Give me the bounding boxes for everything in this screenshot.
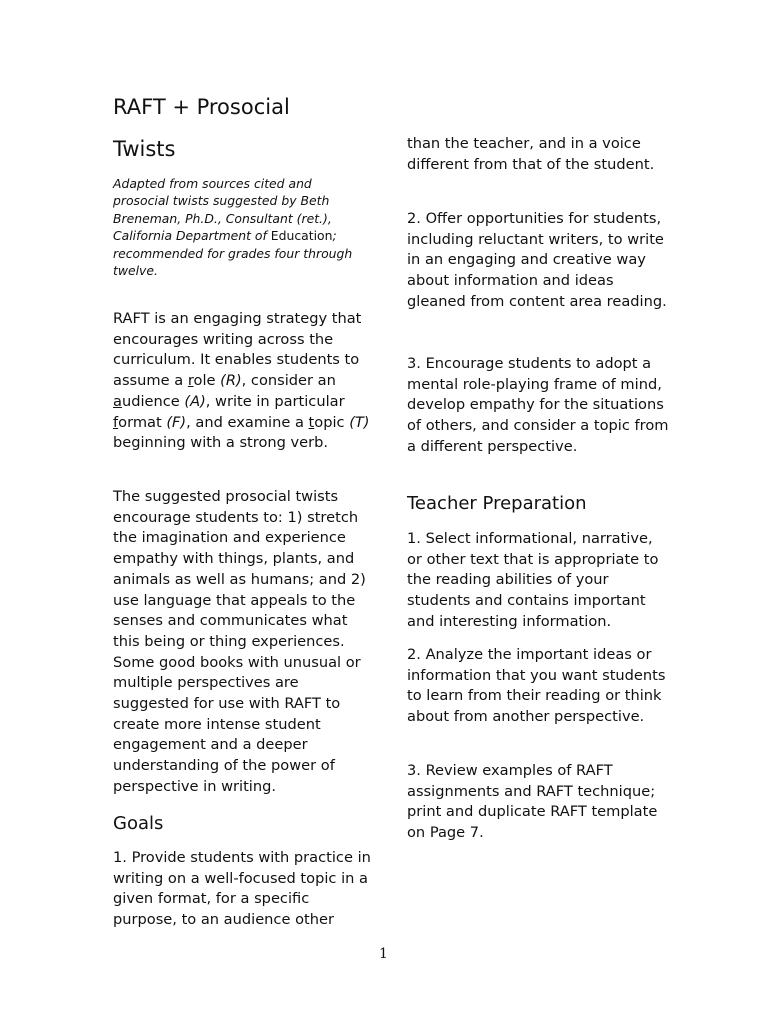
intro-text: , consider an — [241, 372, 336, 390]
attribution-note — [113, 175, 371, 279]
document-title: RAFT + Prosocial — [113, 95, 290, 119]
audience-initial: a — [113, 392, 122, 410]
goal-item-1: 1. Provide students with practice in writing on a well-focused topic in a given format, for a specific purpose, to an audience other — [113, 849, 371, 929]
intro-paragraph — [113, 309, 371, 454]
intro-text: , write in particular — [205, 392, 345, 410]
goal-item-3: 3. Encourage students to adopt a mental role-playing frame of mind, develop empathy for the situations of others, and consider a topic from a different perspective. — [407, 355, 669, 455]
document-title-continued: Twists — [113, 137, 176, 161]
goals-heading: Goals — [113, 813, 164, 834]
topic-code: (T) — [349, 413, 370, 431]
prosocial-paragraph: The suggested prosocial twists encourage students to: 1) stretch the imagination and experience empathy with things, plants, and animals as well as humans; and 2) use language that appeals to the senses and communicates what this being or thing experiences. Some good books with unusual or multiple perspectives are suggested for use with RAFT to create more intense student engagement and a deeper understanding of the power of perspective in writing. — [113, 488, 366, 795]
attribution-text-1: Adapted from sources cited and prosocial twists suggested by Beth Breneman, Ph.D., Consultant (ret.), California Department of — [113, 176, 332, 244]
attribution-text-2: ; recommended for grades four through twelve. — [113, 228, 353, 279]
audience-code: (A) — [184, 392, 206, 410]
intro-text: udience — [121, 392, 185, 410]
topic-initial: t — [308, 413, 315, 431]
intro-text: ormat — [118, 413, 167, 431]
teacher-prep-item-2: 2. Analyze the important ideas or information that you want students to learn from their reading or think about from another perspective. — [407, 646, 666, 726]
attribution-upright-word: Education — [270, 228, 333, 244]
teacher-prep-item-3: 3. Review examples of RAFT assignments and RAFT technique; print and duplicate RAFT template on Page 7. — [407, 762, 658, 842]
teacher-prep-item-1: 1. Select informational, narrative, or other text that is appropriate to the reading abilities of your students and contains important and interesting information. — [407, 530, 659, 630]
intro-text: opic — [314, 413, 350, 431]
role-initial: r — [187, 372, 194, 390]
format-initial: f — [113, 413, 119, 431]
page-number: 1 — [379, 946, 388, 962]
intro-text: , and examine a — [186, 413, 309, 431]
role-code: (R) — [220, 372, 242, 390]
intro-text: ole — [193, 372, 221, 390]
format-code: (F) — [166, 413, 187, 431]
teacher-prep-heading: Teacher Preparation — [407, 493, 587, 514]
intro-text: RAFT is an engaging strategy that encourages writing across the curriculum. It enables students to assume a — [113, 310, 362, 390]
goal-item-2: 2. Offer opportunities for students, including reluctant writers, to write in an engaging and creative way about information and ideas gleaned from content area reading. — [407, 210, 667, 310]
intro-text: beginning with a strong verb. — [113, 434, 329, 452]
goal-item-1-continued: than the teacher, and in a voice different from that of the student. — [407, 135, 655, 173]
